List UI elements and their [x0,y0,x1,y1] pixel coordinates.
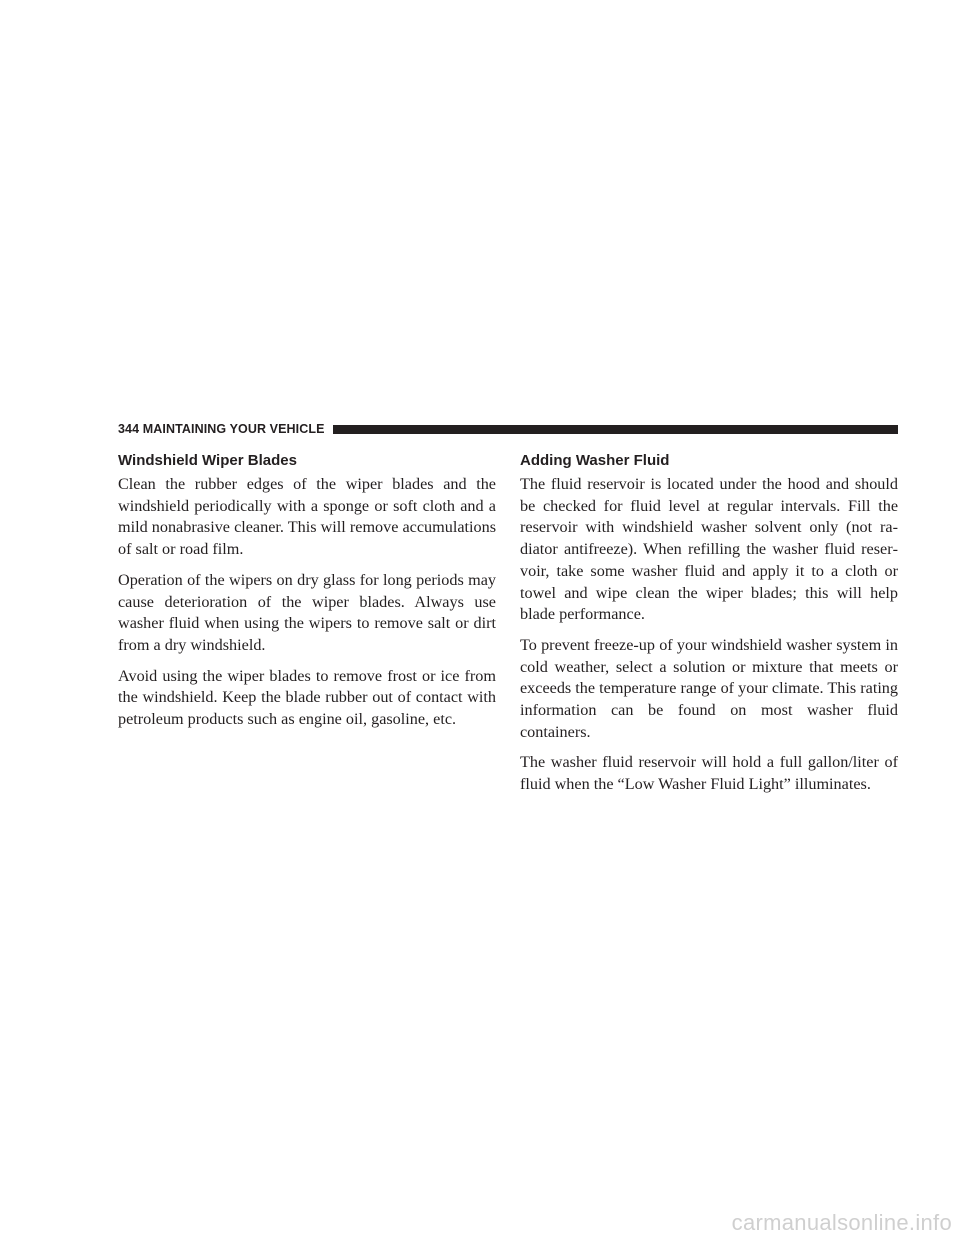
page-number-and-section: 344 MAINTAINING YOUR VEHICLE [118,422,325,436]
section-heading-wiper-blades: Windshield Wiper Blades [118,452,297,469]
paragraph: To prevent freeze-up of your windshield washer system in cold weather, select a solution or mixture that meets or exceeds the temperature range of your climate. This rating information can be found on most washer fluid containers. [520,635,898,741]
paragraph: Avoid using the wiper blades to remove frost or ice from the windshield. Keep the blade rubber out of contact with petroleum products such as engine oil, gasoline, etc. [118,666,496,729]
watermark: carmanualsonline.info [731,1210,952,1235]
paragraph: The fluid reservoir is located under the hood and should be checked for fluid level at regular intervals. Fill the reservoir with windshield washer solvent only (not radiator antifreeze). When refilling the washer fluid reservoir, take some washer fluid and apply it to a cloth or towel and wipe clean the wiper blades; this will help blade performance. [520,475,898,624]
paragraph: The washer fluid reservoir will hold a full gallon/liter of fluid when the “Low Washer Fluid Light” illuminates. [520,753,898,794]
right-column [520,451,898,805]
paragraph: Operation of the wipers on dry glass for long periods may cause deterioration of the wiper blades. Always use washer fluid when using the wipers to remove salt or dirt from a dry windshield. [118,570,496,654]
section-heading-washer-fluid: Adding Washer Fluid [520,452,670,469]
left-column [118,451,496,740]
paragraph: Clean the rubber edges of the wiper blades and the windshield periodically with a sponge or soft cloth and a mild nonabrasive cleaner. This will remove accumulations of salt or road film. [118,475,496,559]
page-header [118,421,898,437]
header-rule [333,425,898,434]
